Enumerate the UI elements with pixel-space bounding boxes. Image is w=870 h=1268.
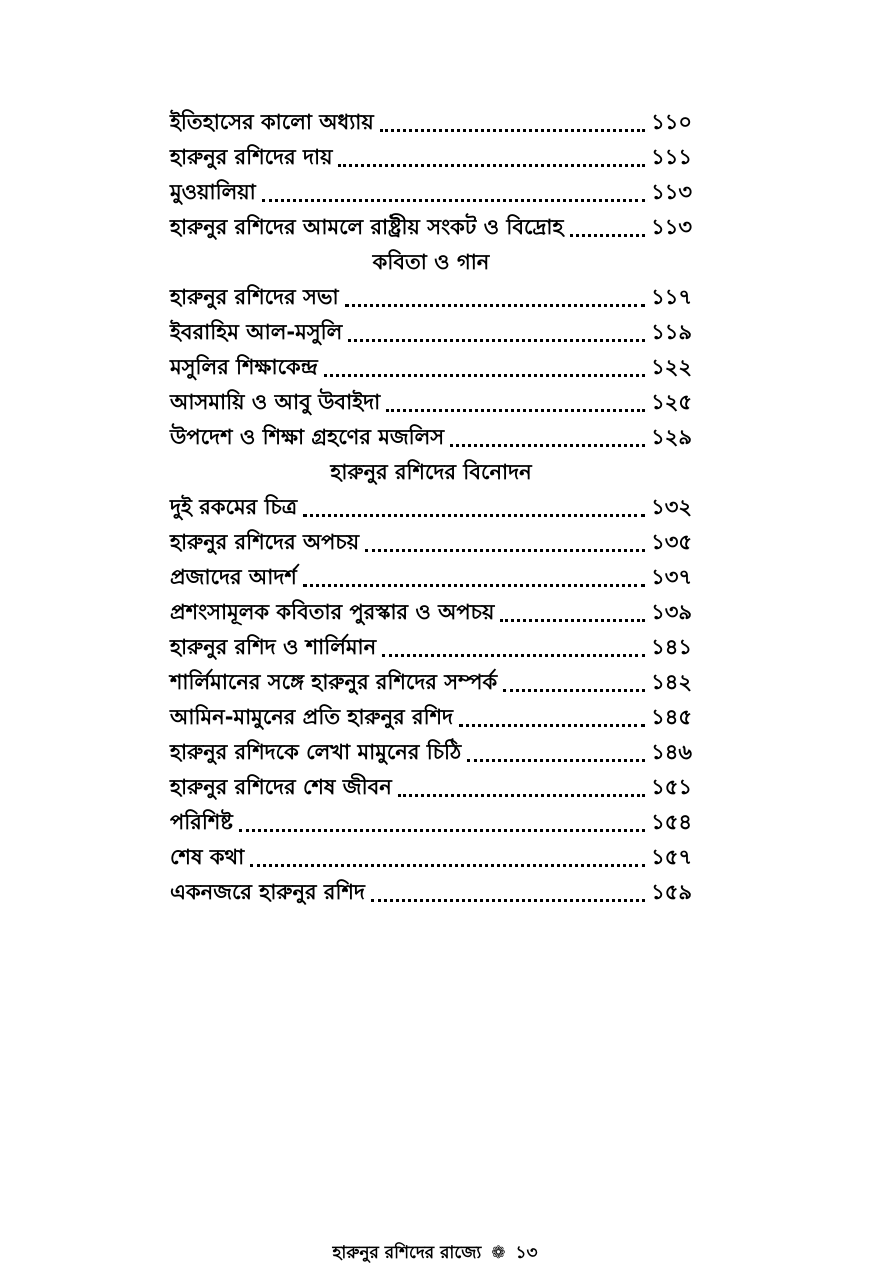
- toc-entry-title: একনজরে হারুনুর রশিদ: [170, 880, 365, 904]
- toc-entry-title: উপদেশ ও শিক্ষা গ্রহণের মজলিস: [170, 425, 445, 449]
- toc-entry: [170, 841, 692, 876]
- dot-leader: [386, 394, 645, 414]
- toc-entry: [170, 771, 692, 806]
- toc-entry: [170, 211, 692, 246]
- toc-entry-page: ১৩২: [651, 495, 692, 519]
- dot-leader: [250, 849, 645, 869]
- toc-entry-title: হারুনুর রশিদের শেষ জীবন: [170, 775, 392, 799]
- dot-leader: [262, 184, 645, 204]
- dot-leader: [500, 604, 645, 624]
- toc-entry-page: ১৩৭: [651, 565, 692, 589]
- toc-entry-title: আমিন-মামুনের প্রতি হারুনুর রশিদ: [170, 705, 454, 729]
- toc-entry: [170, 491, 692, 526]
- dot-leader: [303, 569, 645, 589]
- toc-entry-page: ১২৯: [651, 425, 692, 449]
- toc-entry-title: প্রশংসামূলক কবিতার পুরস্কার ও অপচয়: [170, 600, 495, 624]
- toc-entry-page: ১১৩: [651, 215, 692, 239]
- dot-leader: [303, 499, 645, 519]
- toc-entry: [170, 106, 692, 141]
- dot-leader: [398, 779, 645, 799]
- dot-leader: [324, 359, 645, 379]
- toc-entry: [170, 421, 692, 456]
- dot-leader: [345, 289, 646, 309]
- toc-entry-title: মুওয়ালিয়া: [170, 180, 256, 204]
- toc-entry-page: ১৫১: [651, 775, 692, 799]
- toc-entry-title: হারুনুর রশিদের সভা: [170, 285, 339, 309]
- dot-leader: [338, 149, 645, 169]
- toc-entry-page: ১১১: [651, 145, 692, 169]
- toc-entry-page: ১৫৭: [651, 845, 692, 869]
- toc-entry: [170, 386, 692, 421]
- dot-leader: [348, 324, 645, 344]
- toc-entry-page: ১১৩: [651, 180, 692, 204]
- toc-entry: [170, 596, 692, 631]
- dot-leader: [382, 639, 645, 659]
- flower-ornament-icon: ❁: [491, 1243, 506, 1263]
- toc-entry: [170, 736, 692, 771]
- toc-entry-title: শেষ কথা: [170, 845, 245, 869]
- toc-entry-title: শার্লিমানের সঙ্গে হারুনুর রশিদের সম্পর্ক: [170, 670, 498, 694]
- toc-entry-title: হারুনুর রশিদ ও শার্লিমান: [170, 635, 377, 659]
- toc-entry-page: ১২৫: [651, 390, 692, 414]
- toc-entry-page: ১১০: [651, 110, 692, 134]
- toc-entry-title: ইতিহাসের কালো অধ্যায়: [170, 110, 374, 134]
- table-of-contents: [170, 106, 692, 911]
- toc-entry: [170, 666, 692, 701]
- dot-leader: [380, 114, 645, 134]
- toc-entry-title: হারুনুর রশিদকে লেখা মামুনের চিঠি: [170, 740, 462, 764]
- toc-entry-page: ১৪১: [651, 635, 692, 659]
- page-footer: [0, 1240, 870, 1268]
- toc-entry-title: পরিশিষ্ট: [170, 810, 233, 834]
- toc-entry-title: মসুলির শিক্ষাকেন্দ্র: [170, 355, 318, 379]
- toc-entry-page: ১৩৫: [651, 530, 692, 554]
- dot-leader: [239, 814, 645, 834]
- toc-entry: [170, 561, 692, 596]
- dot-leader: [503, 674, 645, 694]
- dot-leader: [570, 219, 646, 239]
- toc-entry-title: দুই রকমের চিত্র: [170, 495, 298, 519]
- toc-entry: [170, 176, 692, 211]
- toc-entry: [170, 631, 692, 666]
- toc-entry-page: ১৫৯: [651, 880, 692, 904]
- toc-entry-page: ১৪৫: [651, 705, 692, 729]
- toc-entry-title: প্রজাদের আদর্শ: [170, 565, 297, 589]
- toc-entry-page: ১৪২: [651, 670, 692, 694]
- dot-leader: [459, 709, 645, 729]
- toc-entry-page: ১৪৬: [651, 740, 692, 764]
- section-heading: কবিতা ও গান: [372, 250, 490, 274]
- toc-entry: [170, 141, 692, 176]
- dot-leader: [450, 429, 645, 449]
- toc-entry: [170, 876, 692, 911]
- toc-entry-title: হারুনুর রশিদের অপচয়: [170, 530, 360, 554]
- toc-entry: [170, 351, 692, 386]
- toc-entry-page: ১১৯: [651, 320, 692, 344]
- dot-leader: [467, 744, 645, 764]
- toc-entry-page: ১২২: [651, 355, 692, 379]
- toc-entry-page: ১৫৪: [651, 810, 692, 834]
- dot-leader: [365, 534, 645, 554]
- toc-entry-title: হারুনুর রশিদের আমলে রাষ্ট্রীয় সংকট ও বিদ্রোহ: [170, 215, 564, 239]
- toc-entry: [170, 316, 692, 351]
- toc-entry: [170, 701, 692, 736]
- toc-entry: [170, 526, 692, 561]
- toc-entry: [170, 806, 692, 841]
- footer-page-number: ১৩: [515, 1243, 538, 1263]
- toc-entry-title: আসমায়ি ও আবু উবাইদা: [170, 390, 381, 414]
- footer-book-title: হারুনুর রশিদের রাজ্যে: [332, 1243, 482, 1263]
- section-heading: হারুনুর রশিদের বিনোদন: [330, 460, 532, 484]
- toc-entry-page: ১৩৯: [651, 600, 692, 624]
- toc-entry-title: হারুনুর রশিদের দায়: [170, 145, 333, 169]
- dot-leader: [371, 884, 645, 904]
- toc-entry: [170, 281, 692, 316]
- toc-entry-page: ১১৭: [651, 285, 692, 309]
- toc-entry-title: ইবরাহিম আল-মসুলি: [170, 320, 343, 344]
